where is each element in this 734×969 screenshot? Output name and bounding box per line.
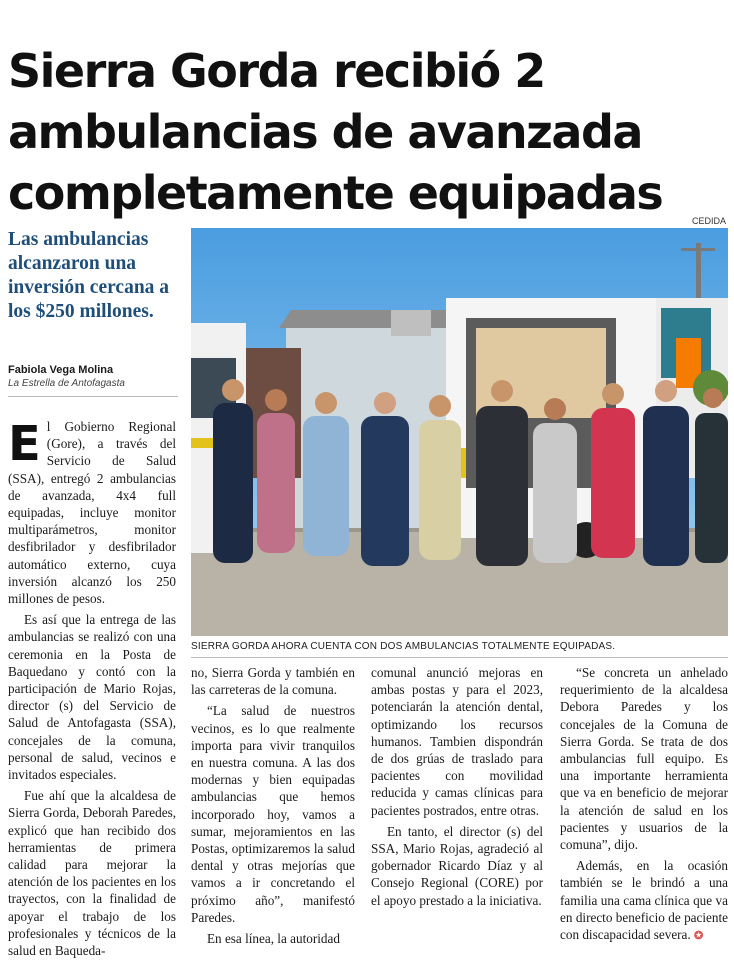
photo-credit: CEDIDA <box>691 216 726 226</box>
paragraph: En esa línea, la autoridad <box>207 931 340 947</box>
paragraph: comunal anunció mejoras en ambas postas y para el 2023, potenciarán la atención dental, optimizando los recursos humanos. Tambien dispondrán de dos grúas de traslado para pacientes con movilidad reducida y camas clínicas para pacientes postrados, entre otras. <box>371 665 543 818</box>
drop-cap: E <box>8 416 41 472</box>
paragraph-text: l Gobierno Regional (Gore), a través del Servicio de Salud (SSA), entregó 2 ambulancias de avanzada, 4x4 full equipadas, incluye monitor multiparámetros, monitor desfibrilador y desfibrilador automático externo, cuya inversión alcanzó los 250 millones de pesos. <box>8 419 176 607</box>
paragraph: “Se concreta un anhelado requerimiento de la alcaldesa Debora Paredes y los concejales de la Comuna de Sierra Gorda. Se trata de dos ambulancias full equipo. Es una importante herramienta que va en beneficio de mejorar la atención de salud en los pacientes y usuarios de la comuna”, dijo. <box>560 665 728 853</box>
photo-caption: SIERRA GORDA AHORA CUENTA CON DOS AMBULANCIAS TOTALMENTE EQUIPADAS. <box>191 641 616 652</box>
article-column-2 <box>191 664 355 947</box>
end-mark-icon: ✪ <box>694 930 704 943</box>
subheadline: Las ambulancias alcanzaron una inversión cercana a los $250 millones. <box>8 229 170 322</box>
author-name: Fabiola Vega Molina <box>8 364 114 376</box>
paragraph: Fue ahí que la alcaldesa de Sierra Gorda, Deborah Paredes, explicó que han recibido dos herramientas de primera calidad para mejorar la atención de los pacientes en los trayectos, con la finalidad de apoyar el trabajo de los profesionales y técnicos de la salud en Baqueda- <box>8 788 176 959</box>
divider <box>8 396 178 397</box>
article-column-1 <box>8 418 176 959</box>
paragraph <box>8 418 176 607</box>
headline: Sierra Gorda recibió 2 ambulancias de avanzada completamente equipadas <box>8 43 663 220</box>
paragraph: no, Sierra Gorda y también en las carreteras de la comuna. <box>191 665 355 698</box>
paragraph: “La salud de nuestros vecinos, es lo que realmente importa para vivir tranquilos en nuestra comuna. A las dos modernas y bien equipadas ambulancias que hemos incorporado hoy, vamos a sumar, mejoramientos en las Postas, optimizaremos la salud dental y otras mejorías que vamos a ir concretando el próximo año”, manifestó Paredes. <box>191 703 355 925</box>
paragraph <box>560 857 728 945</box>
paragraph-text: Además, en la ocasión también se le brindó a una familia una cama clínica que va en directo beneficio de paciente con discapacidad severa. <box>560 858 728 943</box>
paragraph: En tanto, el director (s) del SSA, Mario Rojas, agradeció al gobernador Ricardo Díaz y al Consejo Regional (CORE) por el apoyo prestado a la iniciativa. <box>371 823 543 908</box>
outlet-name: La Estrella de Antofagasta <box>8 378 125 389</box>
article-column-3 <box>371 664 543 909</box>
article-photo <box>191 228 728 636</box>
paragraph: Es así que la entrega de las ambulancias se realizó con una ceremonia en la Posta de Baquedano y contó con la participación de Mario Rojas, director (s) del Servicio de Salud de Antofagasta (SSA), concejales de la comuna, personal de salud, vecinos e invitados especiales. <box>8 612 176 783</box>
divider <box>191 657 728 658</box>
article-column-4 <box>560 664 728 945</box>
